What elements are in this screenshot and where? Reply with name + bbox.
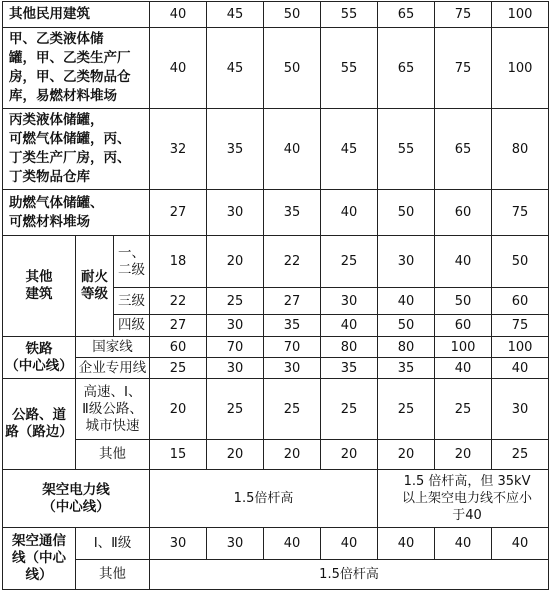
value-cell: 50: [435, 288, 492, 315]
value-cell: 27: [264, 288, 321, 315]
value-cell: 40: [492, 528, 549, 560]
value-cell: 70: [264, 337, 321, 358]
value-cell: 45: [207, 2, 264, 28]
table-row: [3, 528, 549, 560]
value-cell: 25: [150, 358, 207, 379]
value-cell: 30: [207, 528, 264, 560]
value-cell: 35: [321, 358, 378, 379]
subgroup-label: 高速、Ⅰ、 Ⅱ级公路、 城市快速: [82, 383, 143, 434]
subgroup-label: 其他: [76, 440, 150, 470]
subgroup-label: 国家线: [76, 337, 150, 358]
value-cell: 80: [321, 337, 378, 358]
value-cell: 30: [207, 190, 264, 236]
subgroup-label: 企业专用线: [76, 358, 150, 379]
value-cell: 100: [435, 337, 492, 358]
value-cell: 50: [264, 28, 321, 109]
table-row: [3, 236, 549, 288]
value-cell: 50: [492, 236, 549, 288]
subgroup-label: Ⅰ、Ⅱ级: [76, 528, 150, 560]
table-row: [3, 28, 549, 109]
value-cell: 20: [150, 379, 207, 440]
value-cell: 22: [264, 236, 321, 288]
value-cell: 40: [264, 109, 321, 190]
value-cell: 40: [378, 288, 435, 315]
row-label: 架空电力线 （中心线）: [42, 481, 110, 515]
value-cell: 45: [207, 28, 264, 109]
row-label: 甲、乙类液体储 罐，甲、乙类生产厂 房，甲、乙类物品仓 库，易燃材料堆场: [9, 31, 131, 104]
value-cell: 20: [435, 440, 492, 470]
table-row: [3, 2, 549, 28]
value-cell: 70: [207, 337, 264, 358]
value-cell: 30: [207, 315, 264, 337]
value-cell: 55: [321, 2, 378, 28]
value-cell: 25: [207, 379, 264, 440]
value-cell: 20: [207, 236, 264, 288]
value-cell: 100: [492, 2, 549, 28]
value-cell: 25: [321, 379, 378, 440]
value-cell: 80: [492, 109, 549, 190]
group-label: 架空通信 线（中心 线）: [12, 533, 66, 583]
value-cell: 60: [492, 288, 549, 315]
grade-label: 三级: [114, 288, 150, 315]
value-cell: 40: [435, 528, 492, 560]
group-label: 其他 建筑: [25, 269, 53, 302]
table-row: [3, 379, 549, 440]
value-cell: 35: [207, 109, 264, 190]
value-cell: 18: [150, 236, 207, 288]
value-cell: 60: [435, 315, 492, 337]
grade-label: 一、 二级: [118, 244, 145, 278]
table-row: [3, 358, 549, 379]
value-cell: 75: [435, 2, 492, 28]
value-cell: 100: [492, 28, 549, 109]
value-cell: 22: [150, 288, 207, 315]
group-sublabel: 耐火 等级: [81, 269, 108, 302]
row-label: 丙类液体储罐， 可燃气体储罐，丙、 丁类生产厂房，丙、 丁类物品仓库: [9, 112, 131, 185]
merged-value-cell: 1.5倍杆高: [150, 470, 378, 528]
value-cell: 80: [378, 337, 435, 358]
row-label: 其他民用建筑: [3, 2, 150, 28]
value-cell: 55: [321, 28, 378, 109]
value-cell: 25: [378, 379, 435, 440]
value-cell: 40: [150, 28, 207, 109]
value-cell: 75: [492, 190, 549, 236]
value-cell: 100: [492, 337, 549, 358]
value-cell: 75: [435, 28, 492, 109]
grade-label: 四级: [114, 315, 150, 337]
value-cell: 30: [150, 528, 207, 560]
value-cell: 30: [492, 379, 549, 440]
value-cell: 65: [435, 109, 492, 190]
value-cell: 50: [378, 315, 435, 337]
value-cell: 25: [207, 288, 264, 315]
value-cell: 25: [264, 379, 321, 440]
value-cell: 15: [150, 440, 207, 470]
merged-value-cell: 1.5倍杆高: [150, 560, 549, 590]
value-cell: 60: [150, 337, 207, 358]
value-cell: 20: [321, 440, 378, 470]
value-cell: 27: [150, 315, 207, 337]
value-cell: 30: [207, 358, 264, 379]
value-cell: 27: [150, 190, 207, 236]
value-cell: 50: [378, 190, 435, 236]
value-cell: 40: [150, 2, 207, 28]
value-cell: 25: [435, 379, 492, 440]
value-cell: 65: [378, 2, 435, 28]
table-row: [3, 560, 549, 590]
value-cell: 60: [435, 190, 492, 236]
value-cell: 75: [492, 315, 549, 337]
value-cell: 30: [321, 288, 378, 315]
value-cell: 20: [378, 440, 435, 470]
table-row: [3, 440, 549, 470]
value-cell: 40: [435, 236, 492, 288]
merged-value-cell: 1.5 倍杆高，但 35kV 以上架空电力线不应小 于40: [402, 474, 533, 523]
table-row: [3, 337, 549, 358]
table-row: [3, 109, 549, 190]
value-cell: 40: [321, 528, 378, 560]
value-cell: 35: [264, 190, 321, 236]
value-cell: 40: [378, 528, 435, 560]
row-label: 助燃气体储罐、 可燃材料堆场: [9, 194, 104, 230]
value-cell: 40: [264, 528, 321, 560]
value-cell: 45: [321, 109, 378, 190]
table-row: [3, 190, 549, 236]
value-cell: 35: [378, 358, 435, 379]
value-cell: 40: [321, 190, 378, 236]
value-cell: 40: [321, 315, 378, 337]
value-cell: 25: [321, 236, 378, 288]
value-cell: 50: [264, 2, 321, 28]
value-cell: 40: [492, 358, 549, 379]
value-cell: 30: [378, 236, 435, 288]
value-cell: 40: [435, 358, 492, 379]
group-label: 铁路 （中心线）: [5, 340, 73, 374]
fire-distance-table: [2, 1, 549, 590]
value-cell: 35: [264, 315, 321, 337]
value-cell: 25: [492, 440, 549, 470]
value-cell: 20: [207, 440, 264, 470]
value-cell: 32: [150, 109, 207, 190]
group-label: 公路、道 路（路边）: [5, 407, 73, 440]
value-cell: 55: [378, 109, 435, 190]
value-cell: 30: [264, 358, 321, 379]
value-cell: 20: [264, 440, 321, 470]
value-cell: 65: [378, 28, 435, 109]
subgroup-label: 其他: [76, 560, 150, 590]
table-row: [3, 470, 549, 528]
